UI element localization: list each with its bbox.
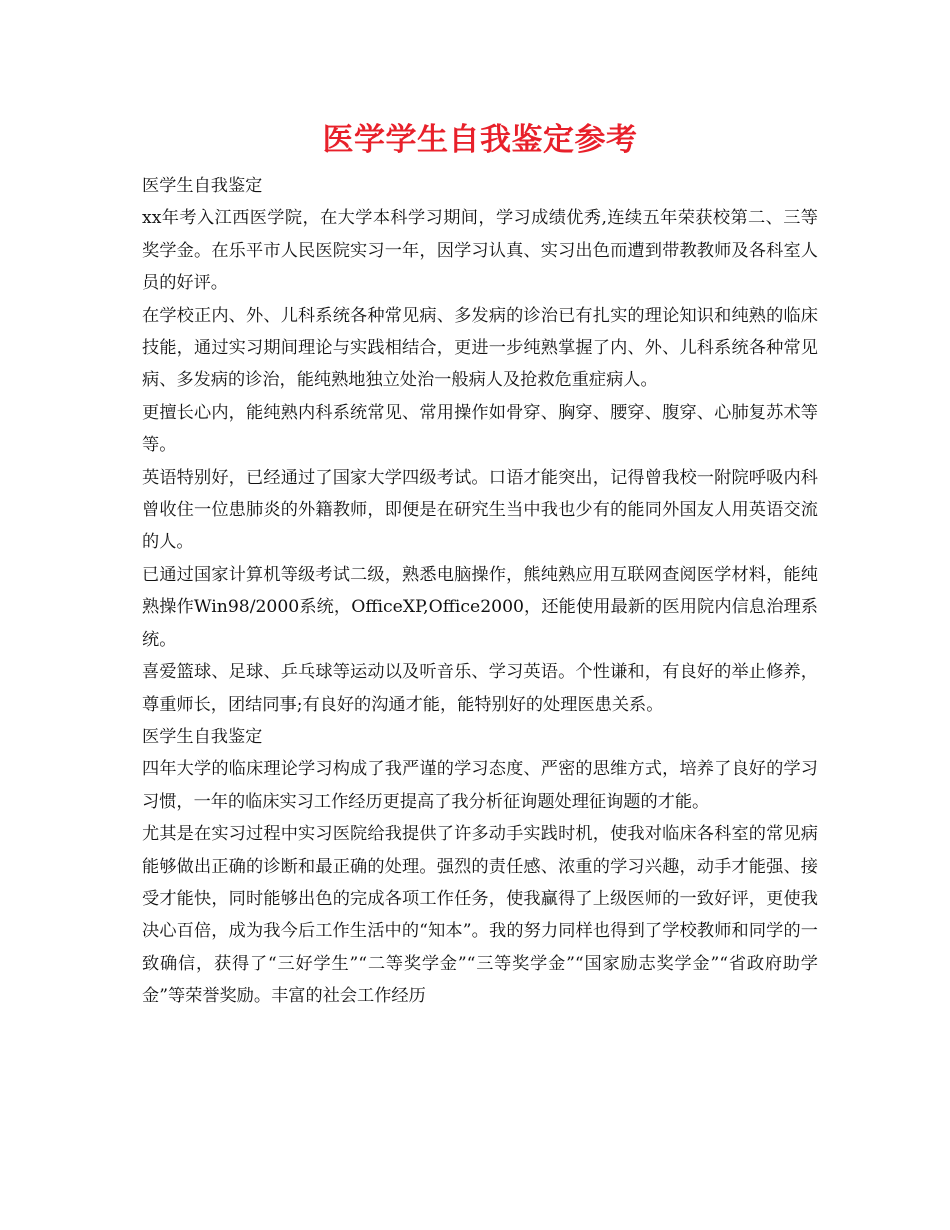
document-title: 医学学生自我鉴定参考 <box>322 122 638 158</box>
document-body <box>142 170 818 1013</box>
paragraph: 更擅长心内，能纯熟内科系统常见、常用操作如骨穿、胸穿、腰穿、腹穿、心肺复苏术等等。 <box>142 402 818 456</box>
paragraph: 尤其是在实习过程中实习医院给我提供了许多动手实践时机，使我对临床各科室的常见病能够做出正确的诊断和最正确的处理。强烈的责任感、浓重的学习兴趣，动手才能强、接受才能快，同时能够出色的完成各项工作任务，使我赢得了上级医师的一致好评，更使我决心百倍，成为我今后工作生活中的“知本”。我的努力同样也得到了学校教师和同学的一致确信，获得了“三好学生”“二等奖学金”“三等奖学金”“国家励志奖学金”“省政府助学金”等荣誉奖励。丰富的社会工作经历 <box>142 824 818 1007</box>
paragraph: 英语特别好，已经通过了国家大学四级考试。口语才能突出，记得曾我校一附院呼吸内科曾收住一位患肺炎的外籍教师，即便是在研究生当中我也少有的能同外国友人用英语交流的人。 <box>142 467 818 553</box>
paragraph: xx年考入江西医学院，在大学本科学习期间，学习成绩优秀,连续五年荣获校第二、三等奖学金。在乐平市人民医院实习一年，因学习认真、实习出色而遭到带教教师及各科室人员的好评。 <box>142 208 818 294</box>
section-heading: 医学生自我鉴定 <box>142 726 263 747</box>
paragraph: 四年大学的临床理论学习构成了我严谨的学习态度、严密的思维方式，培养了良好的学习习惯，一年的临床实习工作经历更提高了我分析征询题处理征询题的才能。 <box>142 759 818 812</box>
paragraph: 喜爱篮球、足球、乒乓球等运动以及听音乐、学习英语。个性谦和，有良好的举止修养，尊重师长，团结同事;有良好的沟通才能，能特别好的处理医患关系。 <box>142 662 818 715</box>
document-page <box>142 118 818 1013</box>
paragraph: 在学校正内、外、儿科系统各种常见病、多发病的诊治已有扎实的理论知识和纯熟的临床技能，通过实习期间理论与实践相结合，更进一步纯熟掌握了内、外、儿科系统各种常见病、多发病的诊治，能纯熟地独立处治一般病人及抢救危重症病人。 <box>142 305 818 391</box>
paragraph: 已通过国家计算机等级考试二级，熟悉电脑操作，熊纯熟应用互联网查阅医学材料，能纯熟操作Win98/2000系统，OfficeXP,Office2000，还能使用最新的医用院内信息治理系统。 <box>142 564 818 650</box>
section-heading: 医学生自我鉴定 <box>142 176 263 196</box>
